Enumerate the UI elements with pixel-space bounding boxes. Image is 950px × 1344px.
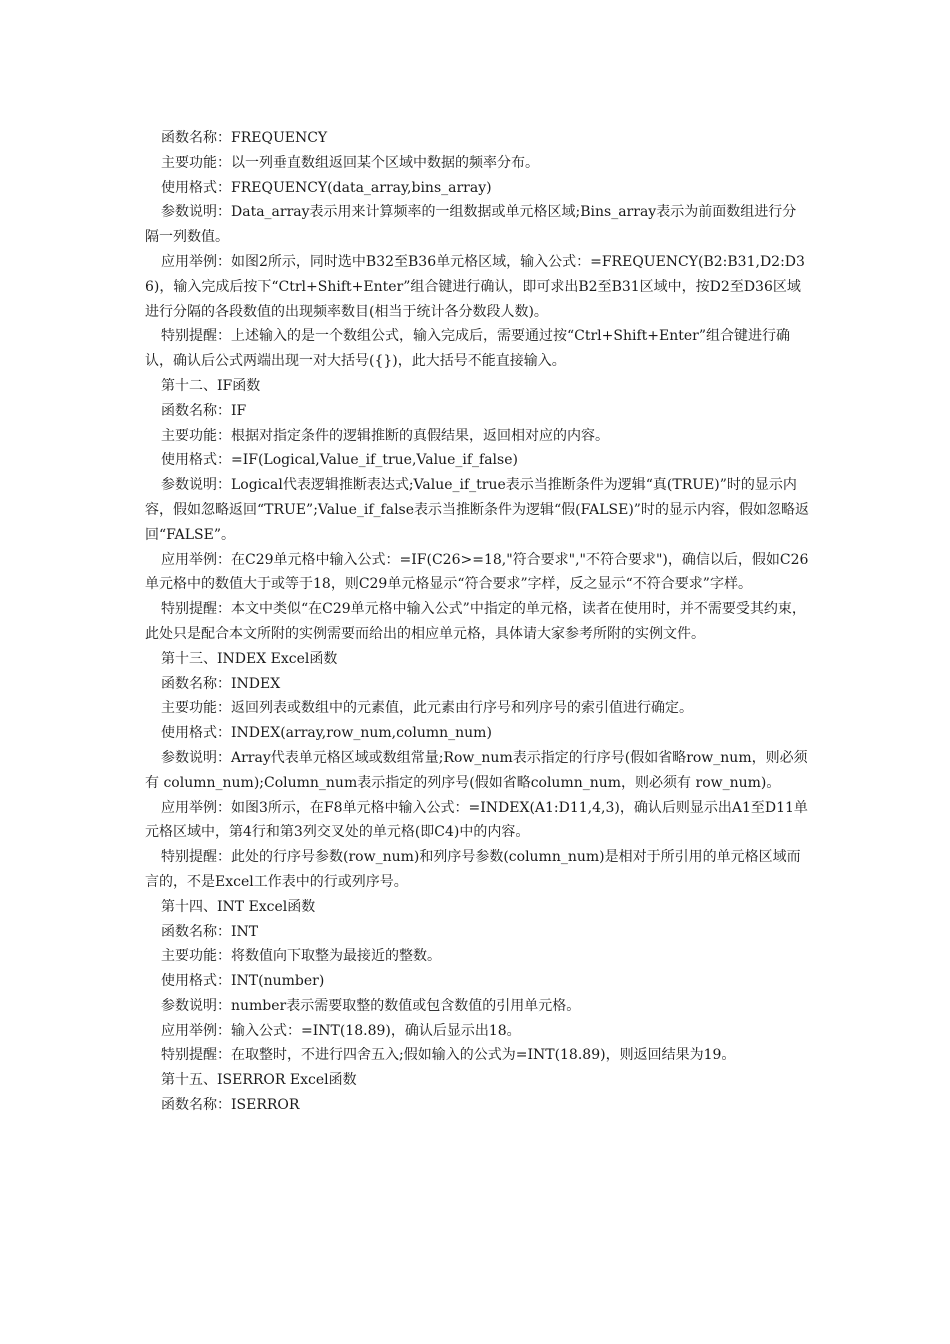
paragraph: 特别提醒：本文中类似“在C29单元格中输入公式”中指定的单元格，读者在使用时，并不需要受其约束，此处只是配合本文所附的实例需要而给出的相应单元格，具体请大家参考所附的实例文件。 bbox=[145, 601, 806, 642]
paragraph: 主要功能：将数值向下取整为最接近的整数。 bbox=[161, 948, 441, 965]
paragraph: 应用举例：在C29单元格中输入公式：=IF(C26>=18,"符合要求","不符合要求")，确信以后，假如C26单元格中的数值大于或等于18，则C29单元格显示“符合要求”字样，反之显示“不符合要求”字样。 bbox=[145, 551, 809, 593]
paragraph: 特别提醒：在取整时，不进行四舍五入;假如输入的公式为=INT(18.89)，则返回结果为19。 bbox=[161, 1047, 736, 1064]
paragraph: 主要功能：根据对指定条件的逻辑推断的真假结果，返回相对应的内容。 bbox=[161, 427, 609, 444]
paragraph: 函数名称：IF bbox=[161, 402, 247, 419]
paragraph: 特别提醒：上述输入的是一个数组公式，输入完成后，需要通过按“Ctrl+Shift+Enter”组合键进行确认，确认后公式两端出现一对大括号({})，此大括号不能直接输入。 bbox=[145, 328, 791, 370]
paragraph: 函数名称：ISERROR bbox=[161, 1097, 300, 1114]
paragraph: 参数说明：Data_array表示用来计算频率的一组数据或单元格区域;Bins_array表示为前面数组进行分隔一列数值。 bbox=[145, 204, 797, 246]
section-heading: 第十二、IF函数 bbox=[161, 377, 261, 394]
paragraph: 函数名称：FREQUENCY bbox=[161, 130, 328, 146]
document-body bbox=[145, 126, 810, 1118]
paragraph: 特别提醒：此处的行序号参数(row_num)和列序号参数(column_num)是相对于所引用的单元格区域而言的，不是Excel工作表中的行或列序号。 bbox=[145, 849, 801, 890]
paragraph: 主要功能：返回列表或数组中的元素值，此元素由行序号和列序号的索引值进行确定。 bbox=[161, 700, 693, 717]
paragraph: 应用举例：输入公式：=INT(18.89)，确认后显示出18。 bbox=[161, 1022, 521, 1039]
section-heading: 第十四、INT Excel函数 bbox=[161, 898, 316, 915]
paragraph: 参数说明：Array代表单元格区域或数组常量;Row_num表示指定的行序号(假如省略row_num，则必须有 column_num);Column_num表示指定的列序号(假如省略column_num，则必须有 row_num)。 bbox=[145, 749, 808, 791]
paragraph: 使用格式：INDEX(array,row_num,column_num) bbox=[161, 725, 492, 742]
paragraph: 主要功能：以一列垂直数组返回某个区域中数据的频率分布。 bbox=[161, 154, 539, 171]
paragraph: 参数说明：Logical代表逻辑推断表达式;Value_if_true表示当推断条件为逻辑“真(TRUE)”时的显示内容，假如忽略返回“TRUE”;Value_if_false表示当推断条件为逻辑“假(FALSE)”时的显示内容，假如忽略返回“FALSE”。 bbox=[145, 477, 809, 543]
paragraph: 使用格式：FREQUENCY(data_array,bins_array) bbox=[161, 179, 492, 196]
paragraph: 使用格式：INT(number) bbox=[161, 973, 325, 990]
paragraph: 应用举例：如图3所示，在F8单元格中输入公式：=INDEX(A1:D11,4,3)，确认后则显示出A1至D11单元格区域中，第4行和第3列交叉处的单元格(即C4)中的内容。 bbox=[145, 799, 808, 841]
paragraph: 应用举例：如图2所示，同时选中B32至B36单元格区域，输入公式：=FREQUENCY(B2:B31,D2:D36)，输入完成后按下“Ctrl+Shift+Enter”组合键进行确认，即可求出B2至B31区域中，按D2至D36区域进行分隔的各段数值的出现频率数目(相当于统计各分数段人数)。 bbox=[145, 253, 805, 320]
paragraph: 参数说明：number表示需要取整的数值或包含数值的引用单元格。 bbox=[161, 997, 581, 1014]
section-heading: 第十五、ISERROR Excel函数 bbox=[161, 1072, 357, 1089]
paragraph: 函数名称：INT bbox=[161, 923, 259, 940]
paragraph: 使用格式：=IF(Logical,Value_if_true,Value_if_false) bbox=[161, 452, 518, 469]
section-heading: 第十三、INDEX Excel函数 bbox=[161, 650, 338, 667]
paragraph: 函数名称：INDEX bbox=[161, 675, 281, 692]
